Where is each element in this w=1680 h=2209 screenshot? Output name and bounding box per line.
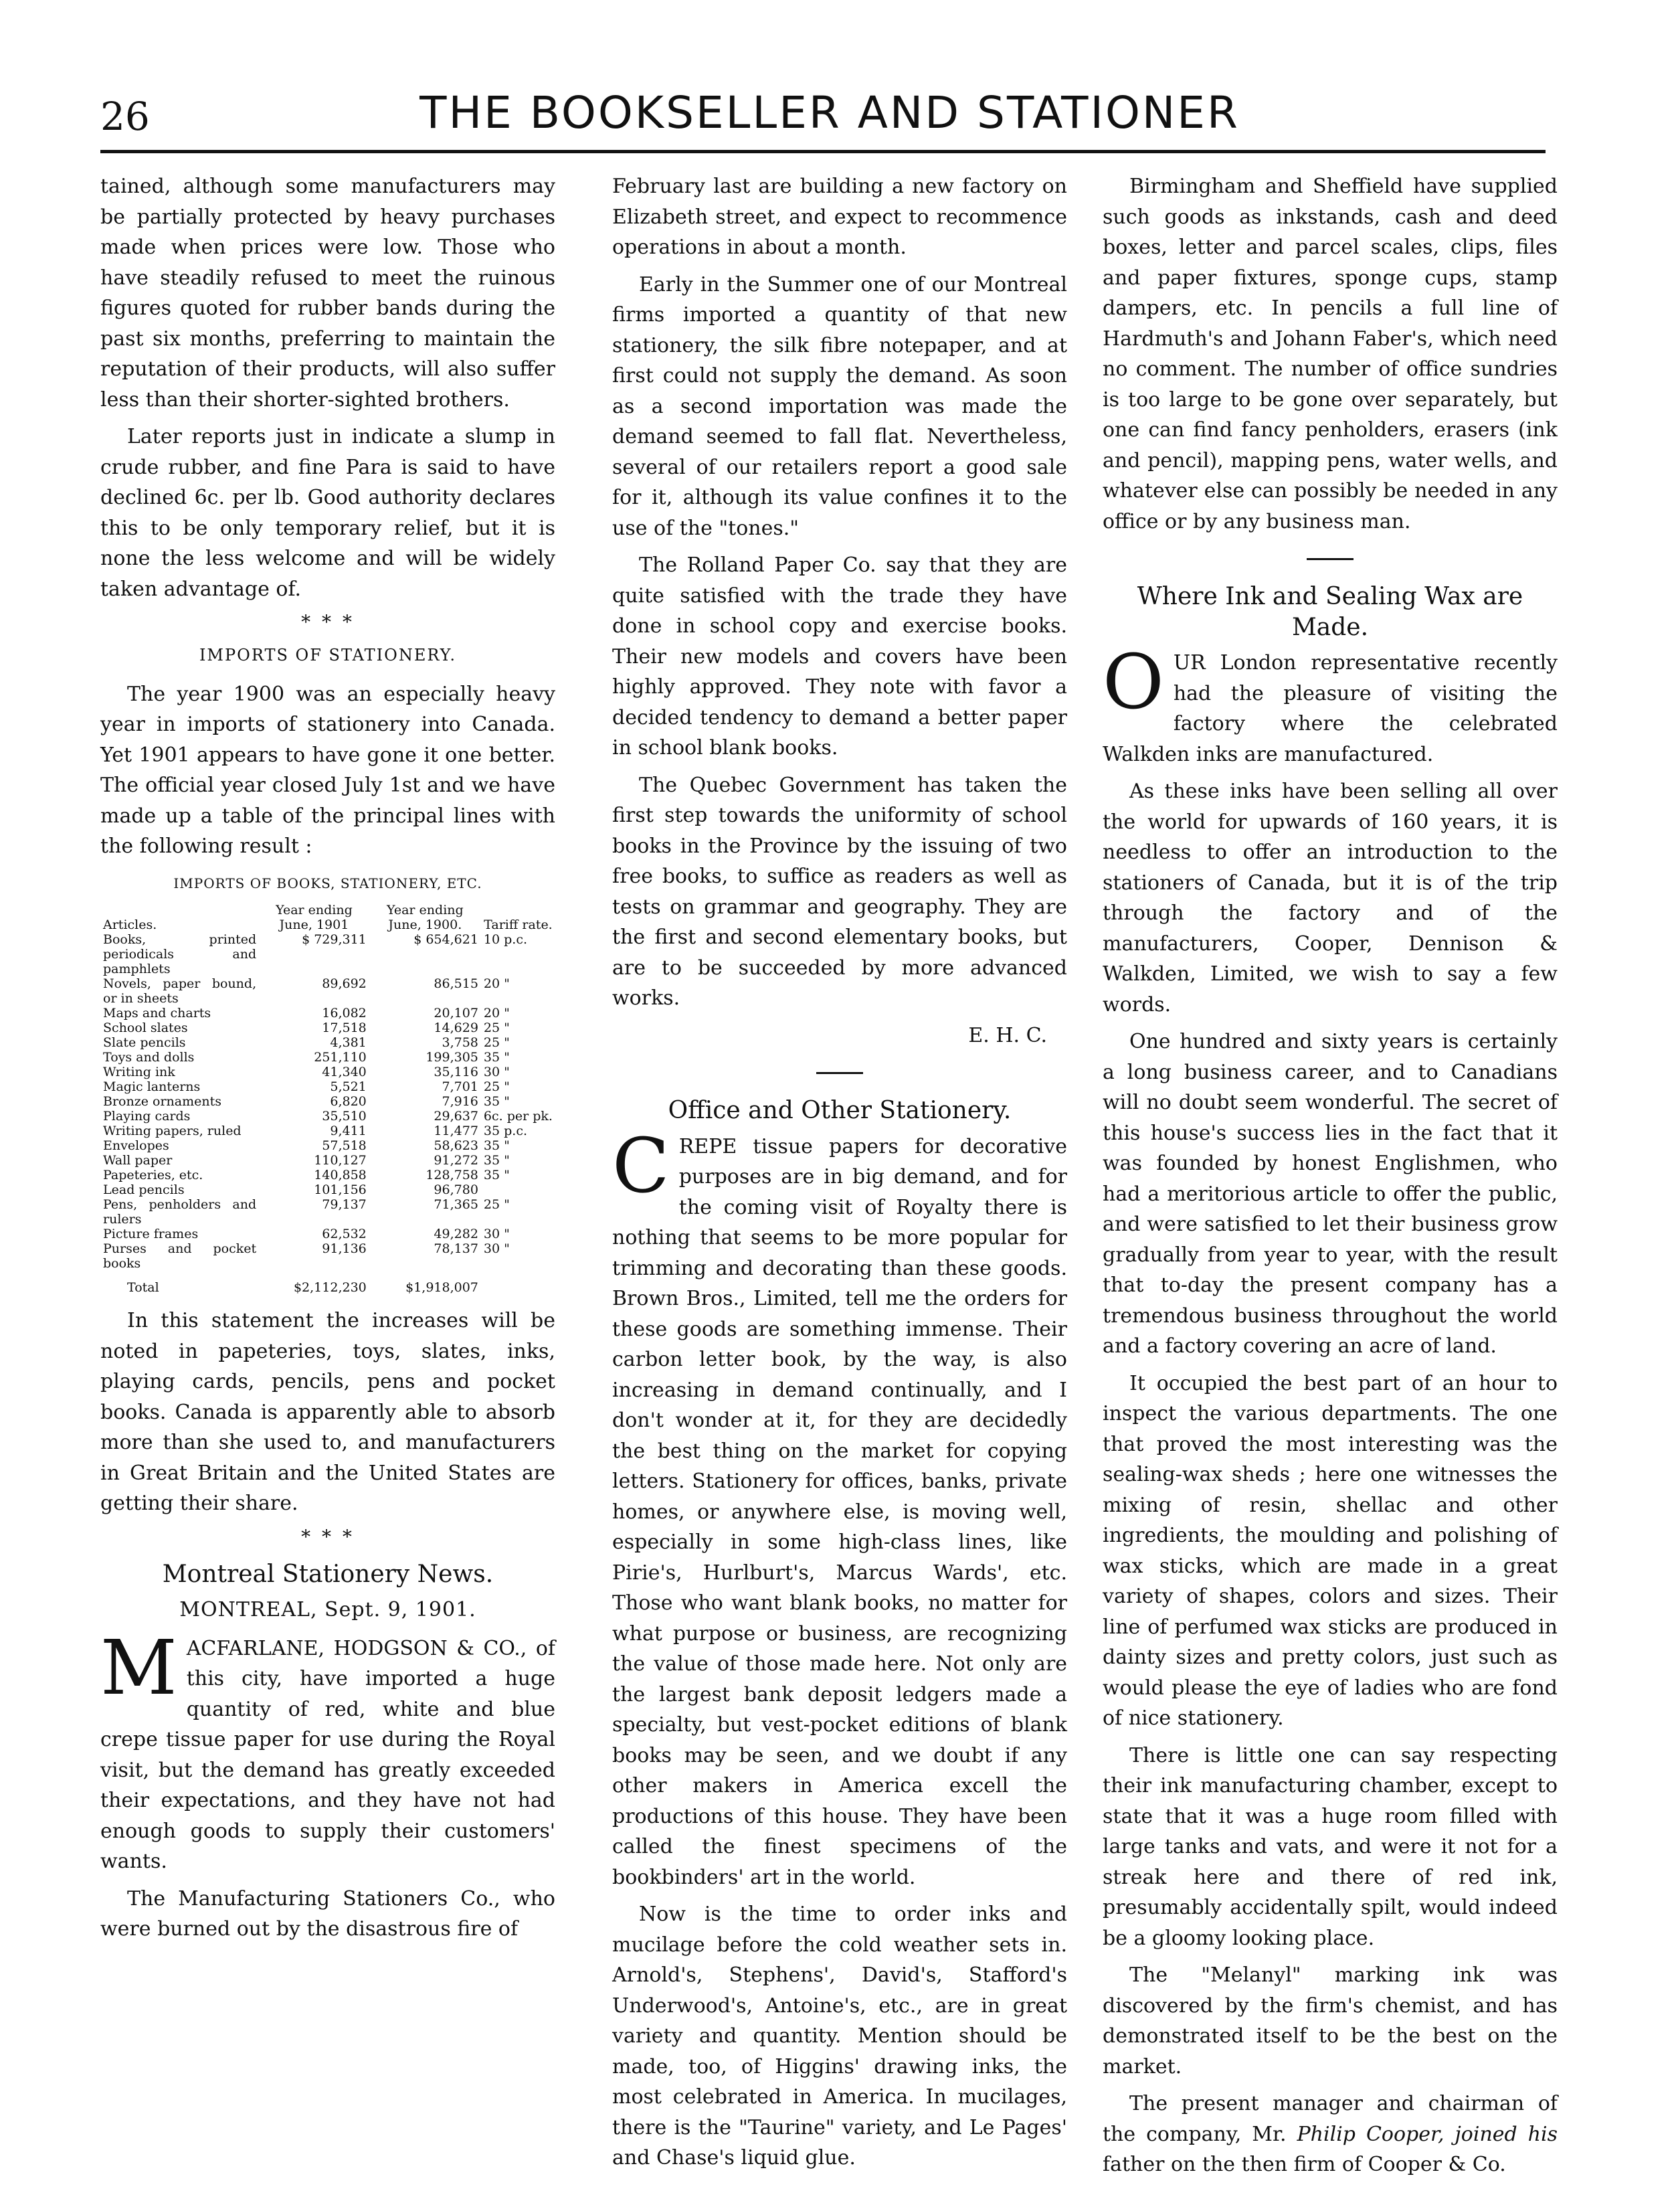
table-header-row [100,903,555,932]
table-row [100,1021,555,1035]
article-cell: Bronze ornaments [103,1094,221,1109]
section-heading-office: Office and Other Stationery. [668,1097,1012,1124]
paragraph: Birmingham and Sheffield have supplied such goods as inkstands, cash and deed boxes, letter and parcel scales, clips, files and paper fixtures, sponge cups, stamp dampers, etc. In pencils a full line of Hardmuth's and Johann Faber's, which need no comment. The number of office sundries is too large to be gone over separately, but one can find fancy penholders, erasers (ink and pencil), mapping pens, water wells, and whatever else can possibly be needed in any office or by any business man. [1103,175,1558,533]
value-1901-cell: 140,858 [314,1168,367,1182]
value-1901-cell: 62,532 [322,1227,367,1241]
column-header: Tariff rate. [484,917,553,932]
value-1901-cell: 4,381 [330,1035,367,1050]
divider [1307,558,1354,560]
value-1901-cell: 5,521 [330,1079,367,1094]
value-1900-cell: 3,758 [442,1035,478,1050]
paragraph: Later reports just in indicate a slump in crude rubber, and fine Para is said to have declined 6c. per lb. Good authority declares this to be only temporary relief, but it is none the less welcome and will be widely taken advantage of. [100,425,555,601]
table-row [100,1138,555,1153]
value-1901-cell: 9,411 [330,1124,367,1138]
table-row [100,1006,555,1021]
table-total-row [100,1271,555,1295]
paragraph: As these inks have been selling all over the world for upwards of 160 years, it is needless to offer an introduction to the stationers of Canada, but it is of the trip through the factory and of the manufacturers, Cooper, Dennison & Walkden, Limited, we wish to say a few words. [1103,780,1558,1017]
value-1900-cell: 14,629 [434,1021,478,1035]
value-1900-cell: 96,780 [434,1182,478,1197]
paragraph: February last are building a new factory on Elizabeth street, and expect to recommence operations in about a month. [612,175,1067,259]
table-row [100,976,555,1006]
paragraph: The Manufacturing Stationers Co., who were burned out by the disastrous fire of [100,1886,555,1941]
value-1900-cell: 35,116 [434,1065,478,1079]
page-number: 26 [100,94,150,139]
column-1 [100,171,555,1951]
article-cell: Magic lanterns [103,1079,201,1094]
paragraph-text: father on the then firm of Cooper & Co. [1103,2153,1506,2176]
column-header: Year ending June, 1900. [386,903,464,932]
value-1901-cell: 101,156 [314,1182,367,1197]
value-1900-cell: 49,282 [434,1227,478,1241]
article-cell: Wall paper [103,1153,173,1168]
article-cell: Papeteries, etc. [103,1168,203,1182]
tariff-cell [481,1182,555,1197]
value-1900-cell: 7,916 [442,1094,478,1109]
tariff-cell: 10 p.c. [483,932,528,947]
article-cell: Lead pencils [103,1182,185,1197]
value-1900-cell: 86,515 [434,976,478,991]
value-1901-cell: 110,127 [314,1153,367,1168]
article-cell: Novels, paper bound, or in sheets [103,976,257,1006]
value-1900-cell: $ 654,621 [413,932,478,947]
drop-cap: M [100,1624,177,1712]
paragraph: One hundred and sixty years is certainly a long business career, and to Canadians will no doubt seem wonderful. The secret of this house's success lies in the fact that it was founded by honest Englishmen, who had a meritorious article to offer the public, and were satisfied to let their business grow gradually from year to year, with the result that to-day the present company has a tremendous business throughout the world and a factory covering an acre of land. [1103,1030,1558,1358]
table-row [100,1035,555,1050]
paragraph: tained, although some manufacturers may be partially protected by heavy purchases made when prices were low. Those who have steadily refused to meet the ruinous figures quoted for rubber bands during the past six months, preferring to maintain the reputation of their products, will also suffer less than their shorter-sighted brothers. [100,175,555,412]
column-header: Year ending June, 1901 [276,903,353,932]
article-cell: Books, printed periodicals and pamphlets [103,932,257,976]
value-1901-cell: 91,136 [322,1241,367,1256]
tariff-cell: 25 " [483,1197,510,1212]
table-row [100,1124,555,1138]
paragraph-text: REPE tissue papers for decorative purposes are in big demand, and for the coming visit of Royalty there is nothing that seems to be more popular for trimming and decorating than these goods. Brown Bros., Limited, tell me the orders for these goods are something immense. Their carbon letter book, by the way, is also increasing in demand continually, and I don't wonder at it, for they are decidedly the best thing on the market for copying letters. Stationery for offices, banks, private homes, or anywhere else, is moving well, especially in some high-class lines, like Pirie's, Hurlburt's, Marcus Wards', etc. Those who want blank books, no matter for what purpose or business, are recognizing the value of those made here. Not only are the largest bank deposit ledgers made a specialty, but vest-pocket editions of blank books may be seen, and we doubt if any other makers in America excell the productions of this house. They have been called the finest specimens of the bookbinders' art in the world. [612,1134,1067,1889]
section-heading-imports: IMPORTS OF STATIONERY. [199,646,457,665]
value-1901-cell: 89,692 [322,976,367,991]
italic-text: Philip Cooper, joined his [1297,2122,1558,2146]
article-cell: School slates [103,1021,188,1035]
tariff-cell: 30 " [483,1065,510,1079]
paragraph: It occupied the best part of an hour to inspect the various departments. The one that proved the most interesting was the sealing-wax sheds ; here one witnesses the mixing of resin, shellac and other ingredients, the moulding and polishing of wax sticks, which are made in a great variety of shapes, colors and sizes. Their line of perfumed wax sticks are produced in dainty sizes and pretty colors, just such as would please the eye of ladies who are fond of nice stationery. [1103,1371,1558,1730]
tariff-cell: 35 p.c. [483,1124,528,1138]
tariff-cell [481,1271,555,1295]
tariff-cell: 20 " [483,1006,510,1021]
table-row [100,1182,555,1197]
article-cell: Slate pencils [103,1035,186,1050]
tariff-cell: 35 " [483,1050,510,1065]
table-row [100,1227,555,1241]
table-row [100,1109,555,1124]
tariff-cell: 35 " [483,1138,510,1153]
value-1900-cell: 91,272 [434,1153,478,1168]
paragraph [1103,2089,1558,2180]
table-row [100,1079,555,1094]
value-1900-cell: 199,305 [426,1050,478,1065]
tariff-cell: 35 " [483,1153,510,1168]
article-cell: Purses and pocket books [103,1241,257,1271]
page-header [100,87,1559,154]
tariff-cell: 25 " [483,1079,510,1094]
column-header: Articles. [103,917,157,932]
article-cell: Maps and charts [103,1006,211,1021]
value-1900-cell: 58,623 [434,1138,478,1153]
running-title: THE BOOKSELLER AND STATIONER [419,87,1240,139]
paragraph-text: UR London representative recently had the pleasure of visiting the factory where the celebrated Walkden inks are manufactured. [1103,651,1558,766]
value-1901-cell: $ 729,311 [302,932,367,947]
value-1901-cell: 17,518 [322,1021,367,1035]
drop-cap: C [612,1122,670,1210]
paragraph: Now is the time to order inks and mucilage before the cold weather sets in. Arnold's, Stephens', David's, Stafford's Underwood's, Antoine's, etc., are in great variety and quantity. Mention should be made, too, of Higgins' drawing inks, the most celebrated in America. In mucilages, there is the "Taurine" variety, and Le Pages' and Chase's liquid glue. [612,1903,1067,2170]
value-1901-cell: 57,518 [322,1138,367,1153]
tariff-cell: 25 " [483,1035,510,1050]
drop-cap: O [1103,639,1164,726]
value-1900-cell: $1,918,007 [405,1280,478,1295]
tariff-cell: 30 " [483,1241,510,1256]
paragraph: The Quebec Government has taken the first step towards the uniformity of school books in the Province by the issuing of two free books, to suffice as readers as well as tests on grammar and geography. They are the first and second elementary books, but are to be succeeded by more advanced works. [612,773,1067,1010]
paragraph: There is little one can say respecting their ink manufacturing chamber, except to state that it was a huge room filled with large tanks and vats, and were it not for a streak here and there of red ink, presumably accidentally spilt, would indeed be a gloomy looking place. [1103,1743,1558,1950]
table-row [100,1050,555,1065]
value-1901-cell: 251,110 [314,1050,367,1065]
section-asterism: * * * [301,611,355,633]
table-row [100,1241,555,1271]
column-3 [1103,171,1558,2187]
tariff-cell: 35 " [483,1168,510,1182]
article-cell: Toys and dolls [103,1050,195,1065]
paragraph-dropcap [100,1624,555,1877]
paragraph-dropcap [1103,639,1558,770]
value-1900-cell: 20,107 [434,1006,478,1021]
paragraph: Early in the Summer one of our Montreal firms imported a quantity of that new stationery, the silk fibre notepaper, and at first could not supply the demand. As soon as a second importation was made the demand seemed to fall flat. Nevertheless, several of our retailers report a good sale for it, although its value confines it to the use of the "tones." [612,272,1067,540]
table-row [100,1168,555,1182]
paragraph-text: ACFARLANE, HODGSON & CO., of this city, have imported a huge quantity of red, white and blue crepe tissue paper for use during the Royal visit, but the demand has greatly exceeded their expectations, and they have not had enough goods to supply their customers' wants. [100,1636,555,1873]
table-row [100,1065,555,1079]
article-cell: Picture frames [103,1227,199,1241]
dateline: MONTREAL, Sept. 9, 1901. [179,1598,476,1621]
tariff-cell: 25 " [483,1021,510,1035]
section-heading-montreal: Montreal Stationery News. [162,1560,494,1588]
value-1901-cell: $2,112,230 [293,1280,367,1295]
value-1901-cell: 6,820 [330,1094,367,1109]
article-cell: Pens, penholders and rulers [103,1197,257,1227]
tariff-cell: 30 " [483,1227,510,1241]
article-cell: Writing ink [103,1065,175,1079]
value-1900-cell: 11,477 [434,1124,478,1138]
tariff-cell: 20 " [483,976,510,991]
article-cell: Playing cards [103,1109,191,1124]
paragraph: The year 1900 was an especially heavy year in imports of stationery into Canada. Yet 1901 appears to have gone it one better. The official year closed July 1st and we have made up a table of the principal lines with the following result : [100,682,555,858]
paragraph: The Rolland Paper Co. say that they are quite satisfied with the trade they have done in school copy and exercise books. Their new models and covers have been highly approved. They note with favor a decided tendency to demand a better paper in school blank books. [612,553,1067,760]
column-2 [612,171,1067,2180]
paragraph: The "Melanyl" marking ink was discovered by the firm's chemist, and has demonstrated itself to be the best on the market. [1103,1963,1558,2079]
paragraph-dropcap [612,1122,1067,1893]
paragraph-text: The present manager and chairman of the company, Mr. [1103,2092,1558,2146]
divider [816,1072,863,1074]
table-title: IMPORTS OF BOOKS, STATIONERY, ETC. [173,875,482,891]
tariff-cell: 35 " [483,1094,510,1109]
value-1900-cell: 71,365 [434,1197,478,1212]
table-row [100,1197,555,1227]
value-1901-cell: 41,340 [322,1065,367,1079]
value-1900-cell: 29,637 [434,1109,478,1124]
value-1901-cell: 35,510 [322,1109,367,1124]
section-heading-ink: Where Ink and Sealing Wax are Made. [1137,583,1523,641]
article-cell: Writing papers, ruled [103,1124,242,1138]
value-1900-cell: 78,137 [434,1241,478,1256]
value-1901-cell: 16,082 [322,1006,367,1021]
imports-table [100,903,555,1295]
value-1900-cell: 7,701 [442,1079,478,1094]
article-cell: Total [127,1280,159,1295]
tariff-cell: 6c. per pk. [483,1109,553,1124]
table-row [100,1094,555,1109]
value-1900-cell: 128,758 [426,1168,478,1182]
section-asterism: * * * [301,1525,355,1548]
paragraph: In this statement the increases will be noted in papeteries, toys, slates, inks, playing cards, pencils, pens and pocket books. Canada is apparently able to absorb more than she used to, and manufacturers in Great Britain and the United States are getting their share. [100,1309,555,1515]
signature: E. H. C. [968,1023,1047,1047]
table-row [100,1153,555,1168]
article-cell: Envelopes [103,1138,169,1153]
table-row [100,932,555,976]
header-rule [100,150,1546,153]
value-1901-cell: 79,137 [322,1197,367,1212]
table-body [100,932,555,1295]
